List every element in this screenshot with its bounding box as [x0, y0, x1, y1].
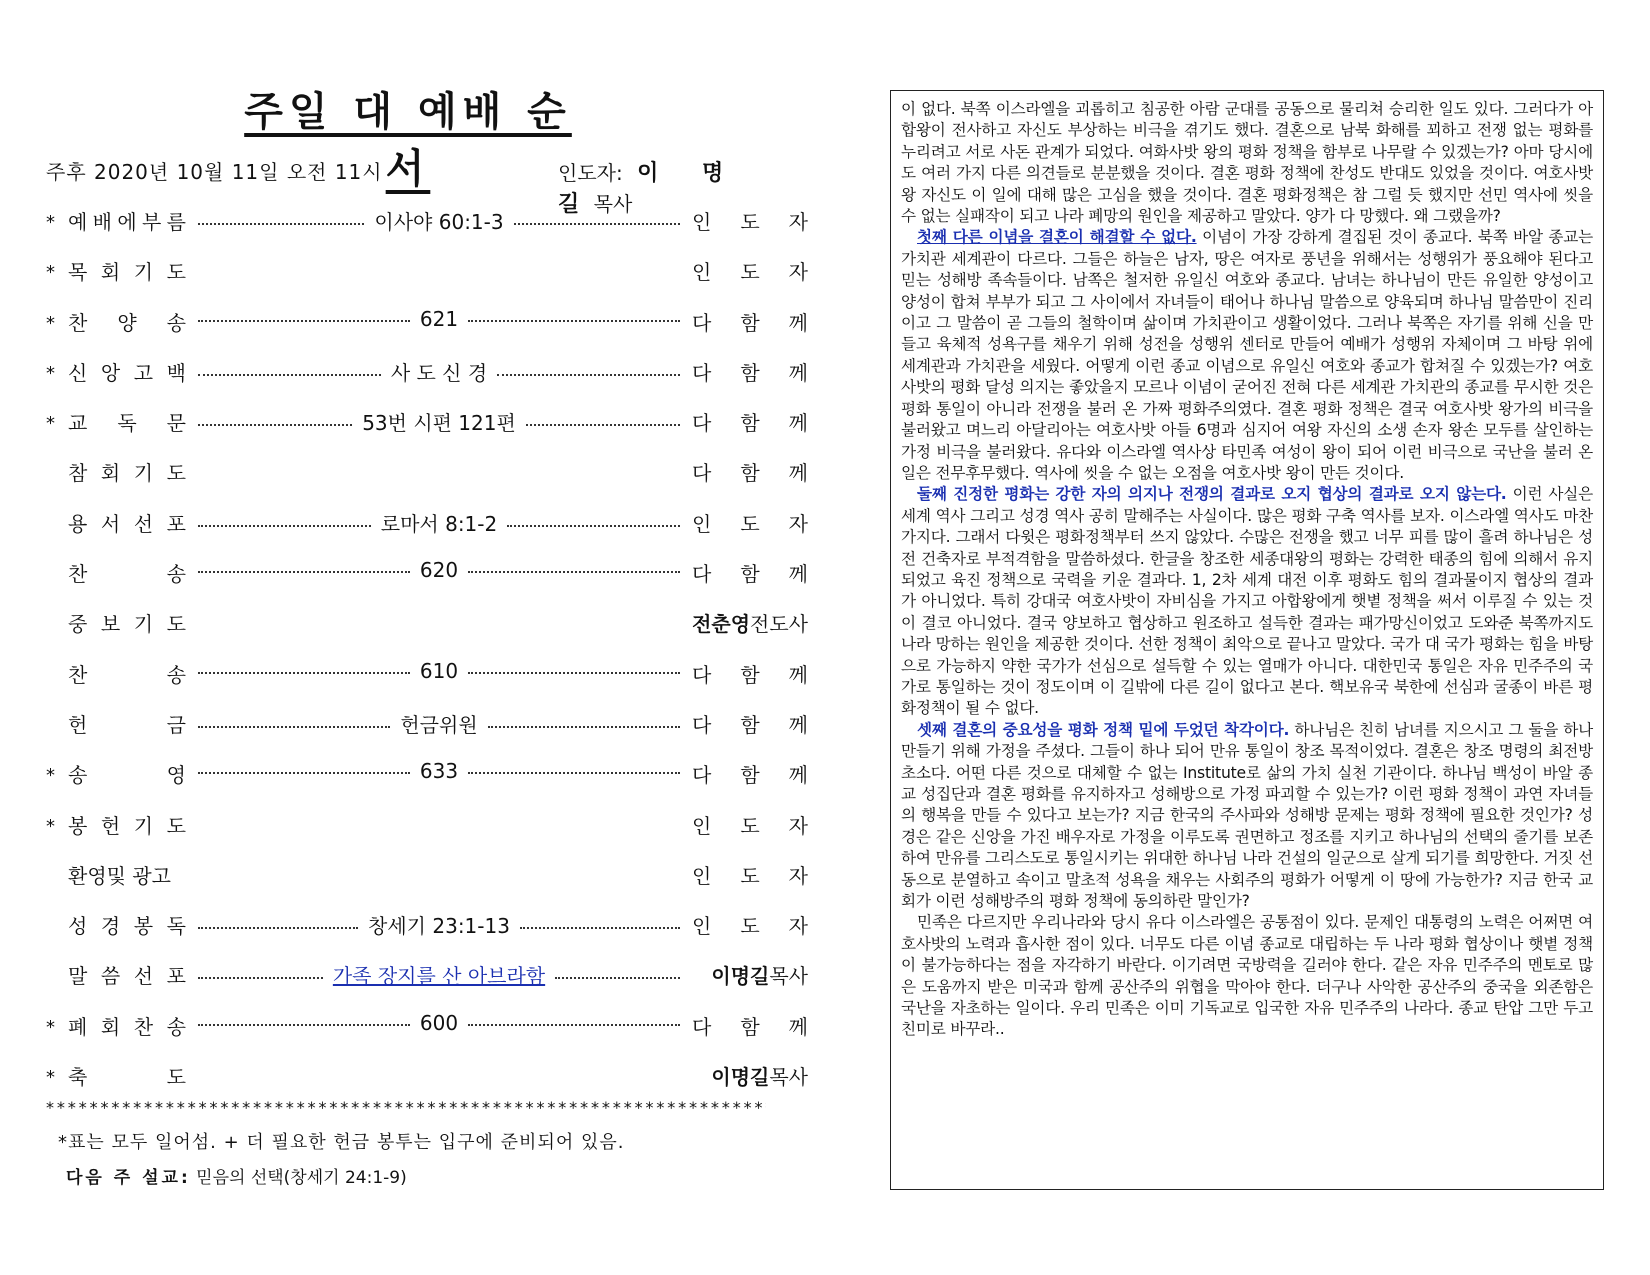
leader-char: 자	[788, 813, 808, 838]
label-char: 름	[166, 210, 186, 234]
leader-title: 목사	[593, 192, 633, 216]
order-item-leader	[692, 407, 808, 436]
leader-char: 께	[788, 712, 808, 737]
order-item-label	[68, 307, 186, 336]
leader-char: 다	[692, 1014, 712, 1039]
order-item-label	[68, 910, 186, 939]
label-char: 기	[133, 813, 154, 838]
order-item-detail	[194, 357, 684, 386]
label-char: 폐	[68, 1014, 88, 1039]
leader-char: 도	[740, 260, 760, 285]
order-row	[46, 349, 808, 399]
order-item-leader	[692, 357, 808, 386]
dot-leader	[198, 525, 371, 527]
dot-leader	[198, 320, 410, 322]
order-item-label	[68, 960, 186, 989]
standing-mark: *	[46, 212, 55, 233]
leader-char: 함	[740, 310, 760, 335]
dot-leader	[198, 726, 390, 728]
order-item-label	[68, 357, 186, 386]
label-char: 찬	[133, 1014, 154, 1039]
label-char: 도	[166, 813, 186, 838]
order-item-leader	[692, 659, 808, 688]
label-char: 봉	[68, 813, 88, 838]
order-item-leader	[692, 508, 808, 537]
label-char: 회	[100, 1014, 121, 1039]
order-item-content: 헌금위원	[400, 712, 478, 737]
order-item-detail	[194, 407, 684, 436]
leader-char: 자	[788, 511, 808, 536]
standing-mark: *	[46, 1016, 55, 1038]
order-item-content: 610	[419, 658, 459, 683]
label-char: 헌	[68, 712, 88, 737]
leader-person-name: 전춘영	[692, 612, 751, 637]
order-item-label	[68, 860, 186, 889]
order-item-detail	[194, 307, 684, 331]
label-char: 선	[133, 511, 154, 536]
order-item-label	[68, 1061, 186, 1090]
label-char: 기	[133, 612, 154, 637]
order-row	[46, 1053, 808, 1103]
leader-char: 도	[740, 210, 760, 234]
label-char: 기	[133, 260, 154, 285]
order-item-label	[68, 810, 186, 839]
order-item-detail	[194, 1011, 684, 1035]
label-char: 양	[117, 310, 137, 335]
order-item-leader	[692, 206, 808, 235]
standing-mark: *	[46, 362, 55, 384]
label-char: 기	[133, 461, 154, 486]
label-char: 도	[166, 461, 186, 486]
label-char: 중	[68, 612, 88, 637]
label-char: 말	[68, 964, 88, 989]
label-char: 배	[92, 210, 112, 234]
order-item-detail	[194, 457, 684, 459]
order-item-label	[68, 256, 186, 285]
label-char: 도	[166, 612, 186, 637]
order-item-label	[68, 206, 186, 235]
order-row	[46, 852, 808, 902]
leader-char: 다	[692, 310, 712, 335]
order-item-detail	[194, 709, 684, 738]
dot-leader	[198, 927, 358, 929]
order-item-content: 620	[419, 558, 459, 583]
sermon-text-box	[890, 90, 1604, 1190]
leader-char: 다	[692, 461, 712, 486]
order-item-label	[68, 709, 186, 738]
label-char: 도	[166, 1065, 186, 1090]
label-char: 찬	[68, 310, 88, 335]
order-row	[46, 550, 808, 600]
order-row	[46, 248, 808, 298]
standing-mark: *	[46, 1067, 55, 1089]
label-char: 씀	[100, 964, 121, 989]
leader-char: 도	[740, 914, 760, 939]
order-item-content: 633	[419, 759, 459, 784]
sermon-paragraph-4	[901, 720, 1593, 913]
order-item-label	[68, 659, 186, 688]
order-row	[46, 449, 808, 499]
leader-char: 함	[740, 360, 760, 385]
leader-char: 인	[692, 863, 712, 888]
order-item-detail	[194, 206, 684, 235]
sermon-paragraph-3	[901, 484, 1593, 719]
leader-person-name: 이명길	[711, 964, 770, 989]
label-char: 보	[100, 612, 121, 637]
order-item-leader	[692, 910, 808, 939]
order-item-content: 로마서 8:1-2	[380, 511, 498, 536]
sermon-point-2-heading: 둘째 진정한 평화는 강한 자의 의지나 전쟁의 결과로 오지 협상의 결과로 오지 않는다.	[917, 485, 1507, 504]
sermon-paragraph-1: 이 없다. 북쪽 이스라엘을 괴롭히고 침공한 아람 군대를 공동으로 물리쳐 승리한 일도 있다. 그러다가 아합왕이 전사하고 자신도 부상하는 비극을 겪기도 했다. 결혼으로 남북 화해를 꾀하고 전쟁 없는 평화를 누리려고 서로 사돈 관계가 되었다. 여화사밧 왕의 평화 정책을 함부로 나무랄 수 있겠는가? 아마 당시에도 여러 가지 다른 의견들로 분분했을 것이다. 결혼 평화 정책에 찬성도 반대도 있었을 것이다. 여호사밧 왕 자신도 이 일에 대해 많은 고심을 했을 것이다. 결혼 평화정책은 참 그럴 듯 했지만 선민 역사에 씻을 수 없는 실패작이 되고 나라 폐망의 원인을 제공하고 말았다. 양가 다 망했다. 왜 그랬을까?	[901, 100, 1593, 226]
label-char: 서	[100, 511, 121, 536]
order-item-leader	[692, 709, 808, 738]
worship-order-list	[46, 198, 808, 1103]
order-item-content: 621	[419, 306, 459, 331]
dot-leader	[198, 223, 364, 225]
order-item-detail	[194, 810, 684, 812]
label-char: 예	[68, 210, 88, 234]
order-item-detail	[194, 910, 684, 939]
sermon-paragraph-5: 민족은 다르지만 우리나라와 당시 유다 이스라엘은 공통점이 있다. 문제인 대통령의 노력은 어쩌면 여호사밧의 노력과 흡사한 점이 있다. 너무도 다른 이념 종교로 대립하는 두 나라 평화 협상이나 햇볕 정책이 불가능하다는 점을 자각하기 바란다. 이기려면 국방력을 길러야 한다. 같은 자유 민주주의 멘토로 많은 도움까지 받은 미국과 함께 공산주의 위협을 막아야 한다. 더구나 사악한 공산주의 중국을 외존함은 국난을 자초하는 일이다. 우리 민족은 이미 기독교로 입국한 자유 민주주의 나라다. 종교 탄압 그만 두고 친미로 바꾸라..	[901, 913, 1593, 1039]
dot-leader	[507, 525, 680, 527]
leader-char: 자	[788, 260, 808, 285]
label-char: 송	[166, 1014, 186, 1039]
order-item-label	[68, 508, 186, 537]
order-item-detail	[194, 1061, 684, 1063]
leader-char: 자	[788, 210, 808, 234]
leader-char: 다	[692, 360, 712, 385]
leader-name: 이 명 길	[558, 161, 742, 217]
leader-char: 인	[692, 914, 712, 939]
dot-leader	[468, 672, 680, 674]
next-sermon-label: 다음 주 설교:	[66, 1168, 191, 1188]
order-item-detail	[194, 608, 684, 610]
asterisk-divider-pattern	[46, 1100, 766, 1114]
leader-char: 께	[788, 411, 808, 436]
dot-leader	[468, 772, 680, 774]
order-row	[46, 952, 808, 1002]
leader-char: 다	[692, 562, 712, 587]
standing-mark: *	[46, 262, 55, 284]
order-row	[46, 399, 808, 449]
order-row	[46, 751, 808, 801]
leader-char: 다	[692, 662, 712, 687]
label-char: 헌	[100, 813, 121, 838]
sermon-point-1-body: 이념이 가장 강하게 결집된 것이 종교다. 북쪽 바알 종교는 가치관 세계관이 다르다. 그들은 하늘은 남자, 땅은 여자로 풍년을 위해서는 성행위가 풍요해야 된다고 믿는 성해방 족속들이다. 남쪽은 철저한 유일신 여호와 종교다. 남녀는 하나님이 만든 유일한 양성이고 양성이 합쳐 부부가 되고 그 사이에서 자녀들이 태어나 하나님 말씀으로 양육되며 하나님 말씀만이 진리이고 그 말씀이 곧 그들의 철학이며 삶이며 가치관이고 생활이었다. 그러나 북쪽은 자기를 위해 신을 만들고 육체적 성욕구를 채우기 위해 성전을 성행위 센터로 만들어 예배가 성행위 자체이며 그 바탕 위에 세계관과 가치관을 세웠다. 어떻게 이런 종교 이념으로 유일신 여호와 종교가 합쳐질 수 있겠는가? 여호사밧의 평화 달성 의지는 좋았을지 모르나 이념이 굳어진 전혀 다른 세계관 가치관의 종교를 무시한 것은 평화 통일이 아니라 전쟁을 불러 온 가짜 평화주의였다. 결혼 평화 정책은 결국 여호사밧 왕가의 비극을 불러왔고 며느리 아달리아는 여호사밧 아들 6명과 심지어 여왕 자신의 소생 손자 왕손 모두를 살인하는 가정 비극을 불러왔다. 유다와 이스라엘 역사상 타민족 여성이 왕이 되어 이런 비극으로 국난을 불러 온 일은 전무후무했다. 역사에 씻을 수 없는 오점을 여호사밧 왕이 만든 것이다.	[901, 228, 1593, 482]
sermon-title-link[interactable]: 가족 장지를 산 아브라함	[332, 964, 546, 989]
order-row	[46, 802, 808, 852]
dot-leader	[198, 424, 352, 426]
label-char: 포	[166, 511, 186, 536]
leader-char: 함	[740, 712, 760, 737]
leader-char: 함	[740, 662, 760, 687]
order-item-detail	[194, 508, 684, 537]
sermon-point-1-heading: 첫째 다른 이념을 결혼이 해결할 수 없다.	[917, 228, 1197, 247]
label-char: 찬	[68, 562, 88, 587]
next-sermon-title: 믿음의 선택(창세기 24:1-9)	[196, 1168, 407, 1188]
leader-char: 인	[692, 511, 712, 536]
label-char: 회	[100, 260, 121, 285]
leader-char: 자	[788, 863, 808, 888]
dot-leader	[198, 374, 381, 376]
leader-char: 께	[788, 461, 808, 486]
leader-char: 함	[740, 1014, 760, 1039]
bulletin-title: 주일 대 예배 순서	[244, 89, 572, 192]
sermon-point-3-heading: 셋째 결혼의 중요성을 평화 정책 밑에 두었던 착각이다.	[917, 720, 1290, 739]
order-item-leader	[692, 1011, 808, 1040]
label-char: 교	[68, 411, 88, 436]
dot-leader	[488, 726, 680, 728]
label-char: 송	[166, 310, 186, 335]
label-char: 금	[166, 712, 186, 737]
order-item-content: 사 도 신 경	[390, 360, 488, 385]
standing-mark: *	[46, 312, 55, 334]
order-item-leader	[692, 256, 808, 285]
leader-char: 인	[692, 813, 712, 838]
leader-char: 께	[788, 310, 808, 335]
label-char: 목	[68, 260, 88, 285]
order-item-content: 창세기 23:1-13	[368, 914, 510, 939]
label-char: 회	[100, 461, 121, 486]
standing-note: *표는 모두 일어섬. + 더 필요한 헌금 봉투는 입구에 준비되어 있음.	[58, 1132, 625, 1153]
order-row	[46, 600, 808, 650]
label-char: 송	[166, 662, 186, 687]
order-item-leader	[692, 810, 808, 839]
standing-mark: *	[46, 413, 55, 435]
label-char: 찬	[68, 662, 88, 687]
order-item-leader	[692, 608, 808, 637]
label-char: 문	[166, 411, 186, 436]
label-char: 경	[100, 914, 121, 939]
leader-char: 께	[788, 1014, 808, 1039]
dot-leader	[526, 424, 680, 426]
order-item-label	[68, 558, 186, 587]
order-item-content: 600	[419, 1010, 459, 1035]
label-char: 신	[68, 360, 88, 385]
dot-leader	[497, 374, 680, 376]
order-item-detail	[194, 759, 684, 783]
order-row	[46, 299, 808, 349]
leader-char: 함	[740, 411, 760, 436]
dot-leader	[198, 772, 410, 774]
asterisk-divider	[46, 1100, 766, 1114]
leader-char: 다	[692, 712, 712, 737]
label-char: 송	[68, 763, 88, 788]
leader-person-name: 이명길	[711, 1065, 770, 1090]
leader-char: 께	[788, 562, 808, 587]
label-char: 독	[166, 914, 186, 939]
label-char: 앙	[100, 360, 121, 385]
label-char: 포	[166, 964, 186, 989]
label-char: 선	[133, 964, 154, 989]
dot-leader	[514, 223, 680, 225]
label-char: 환영및 광고	[68, 863, 171, 888]
standing-mark: *	[46, 815, 55, 837]
label-char: 고	[133, 360, 154, 385]
leader-label: 인도자:	[558, 161, 623, 185]
leader-person-title: 전도사	[750, 612, 808, 637]
label-char: 참	[68, 461, 88, 486]
order-item-leader	[692, 457, 808, 486]
order-item-detail	[194, 256, 684, 258]
order-item-content: 53번 시편 121편	[362, 411, 516, 436]
leader-char: 께	[788, 662, 808, 687]
label-char: 송	[166, 562, 186, 587]
order-item-label	[68, 759, 186, 788]
leader-char: 함	[740, 562, 760, 587]
dot-leader	[468, 571, 680, 573]
leader-char: 도	[740, 511, 760, 536]
standing-mark: *	[46, 765, 55, 787]
label-char: 에	[117, 210, 137, 234]
order-item-leader	[692, 960, 808, 989]
label-char: 영	[166, 763, 186, 788]
order-item-detail	[194, 659, 684, 683]
sermon-point-2-body: 이런 사실은 세계 역사 그리고 성경 역사 공히 말해주는 사실이다. 많은 평화 구축 역사를 보자. 이스라엘 역사도 마찬가지다. 그래서 다윗은 평화정책부터 쓰지 않았다. 수많은 전쟁을 했고 너무 피를 많이 흘려 하나님은 성전 건축자로 부적격함을 말씀하셨다. 한글을 창조한 세종대왕의 평화는 강력한 태종의 힘에 의해서 유지 되었고 육진 정책으로 국력을 키운 결과다. 1, 2차 세계 대전 이후 평화도 힘의 결과물이지 협상의 결과가 아니었다. 특히 강대국 여호사밧이 자비심을 가지고 아합왕에게 햇볕 정책을 써서 이루질 수 있는 것이 결코 아니었다. 결국 양보하고 협상하고 원조하고 설득한 결과는 패가망신이었고 도와준 북쪽까지도 나라 망하는 원인을 제공한 것이다. 선한 정책이 최악으로 끝나고 말았다. 국가 대 국가 평화는 힘을 바탕으로 가능하지 약한 국가가 선심으로 설득할 수 있는 열매가 아니다. 대한민국 통일은 자유 민주주의 국가로 통일하는 것이 정도이며 이 길밖에 다른 길이 없다고 본다. 핵보유국 북한에 선심과 굴종이 바른 평화정책이 될 수 없다.	[901, 485, 1593, 718]
dot-leader	[198, 571, 410, 573]
label-char: 축	[68, 1065, 88, 1090]
order-item-detail	[194, 558, 684, 582]
order-item-leader	[692, 860, 808, 889]
order-row	[46, 701, 808, 751]
order-item-label	[68, 1011, 186, 1040]
order-row	[46, 1003, 808, 1053]
order-item-leader	[692, 759, 808, 788]
order-item-label	[68, 608, 186, 637]
label-char: 백	[166, 360, 186, 385]
leader-char: 도	[740, 863, 760, 888]
leader-char: 함	[740, 461, 760, 486]
label-char: 도	[166, 260, 186, 285]
leader-char: 께	[788, 360, 808, 385]
order-item-leader	[692, 307, 808, 336]
order-item-detail	[194, 960, 684, 989]
order-row	[46, 651, 808, 701]
leader-person-title: 목사	[769, 1065, 808, 1090]
leader-char: 께	[788, 763, 808, 788]
leader-char: 다	[692, 411, 712, 436]
order-item-content: 이사야 60:1-3	[374, 210, 504, 234]
leader-char: 인	[692, 260, 712, 285]
sermon-point-3-body: 하나님은 친히 남녀를 지으시고 그 둘을 하나 만들기 위해 가정을 주셨다. 그들이 하나 되어 만유 통일이 창조 목적이었다. 결혼은 창조 명령의 최전방 초소다. 어떤 다른 것으로 대체할 수 없는 Institute로 삶의 가치 실천 기관이다. 하나님 백성이 바알 종교 성집단과 결혼 평화를 유지하자고 성해방으로 가정 파괴할 수 있는가? 이런 평화 정책이 과연 자녀들의 행복을 만들 수 있다고 보는가? 지금 한국의 주사파와 성해방 문제는 평화 정책에 필요한 것인가? 성경은 같은 신앙을 가진 배우자로 가정을 이루도록 권면하고 정조를 지키고 하나님의 선택의 줄기를 보존하여 만유를 그리스도로 통일시키는 위대한 하나님 나라 건설의 일군으로 살게 되기를 희망한다. 거짓 선동으로 분열하고 속이고 말초적 성욕을 채우는 사회주의 평화가 어떻게 이 땅에 가능한가? 지금 한국 교회가 이런 성해방주의 평화 정책에 동의하란 말인가?	[901, 720, 1594, 911]
dot-leader	[555, 977, 680, 979]
dot-leader	[468, 320, 680, 322]
next-sermon	[66, 1163, 407, 1188]
dot-leader	[198, 1024, 410, 1026]
leader-char: 다	[692, 763, 712, 788]
service-date: 주후 2020년 10월 11일 오전 11시	[46, 160, 383, 184]
leader-char: 자	[788, 914, 808, 939]
order-item-detail	[194, 860, 684, 862]
label-char: 용	[68, 511, 88, 536]
label-char: 봉	[133, 914, 154, 939]
order-item-leader	[692, 1061, 808, 1090]
order-row	[46, 902, 808, 952]
order-item-label	[68, 457, 186, 486]
order-row	[46, 500, 808, 550]
label-char: 부	[141, 210, 162, 234]
order-item-leader	[692, 558, 808, 587]
order-row	[46, 198, 808, 248]
leader-char: 인	[692, 210, 712, 234]
leader-person-title: 목사	[769, 964, 808, 989]
label-char: 성	[68, 914, 88, 939]
order-item-label	[68, 407, 186, 436]
dot-leader	[198, 977, 323, 979]
leader-char: 도	[740, 813, 760, 838]
sermon-paragraph-2	[901, 227, 1593, 484]
label-char: 독	[117, 411, 137, 436]
leader-char: 함	[740, 763, 760, 788]
dot-leader	[520, 927, 680, 929]
dot-leader	[468, 1024, 680, 1026]
date-line	[46, 152, 766, 217]
dot-leader	[198, 672, 410, 674]
